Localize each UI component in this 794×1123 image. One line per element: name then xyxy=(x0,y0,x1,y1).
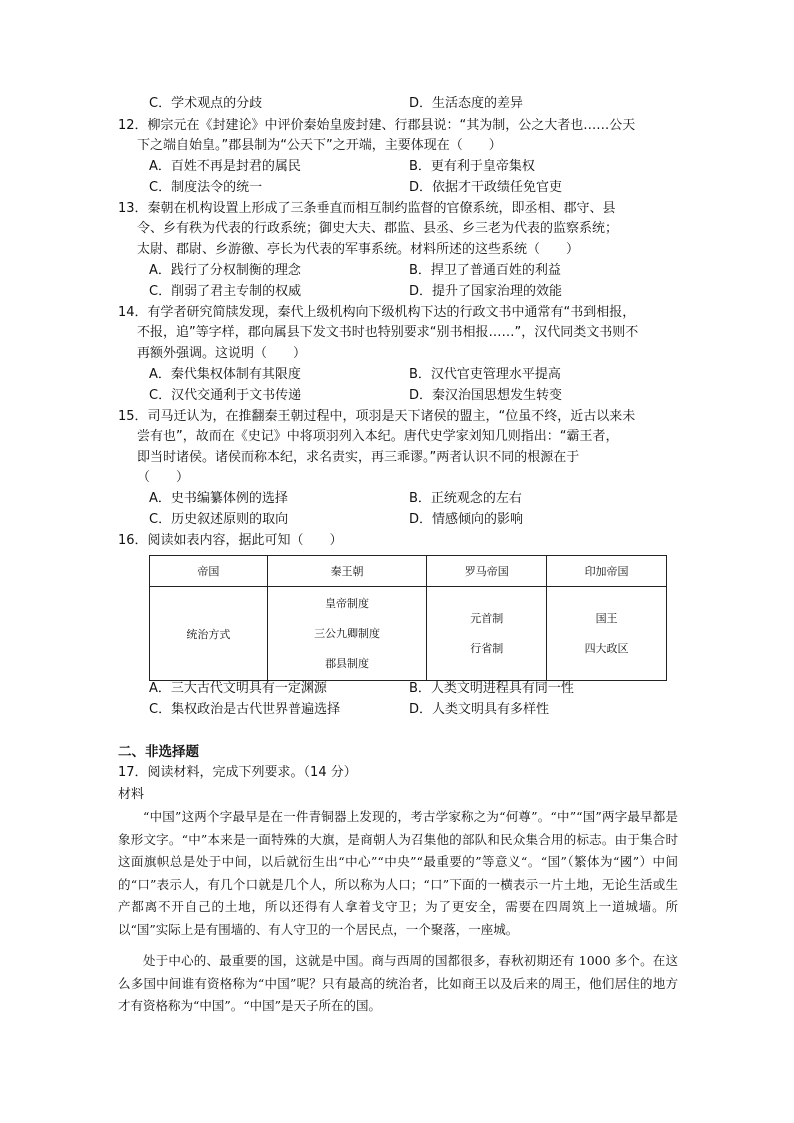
table-header-row xyxy=(150,556,667,587)
q14-option-a: A．秦代集权体制有其限度 xyxy=(149,367,301,382)
q15-option-d: D．情感倾向的影响 xyxy=(409,512,524,527)
q11-option-c: C．学术观点的分歧 xyxy=(149,96,263,111)
section-title: 二、非选择题 xyxy=(118,744,199,760)
material-paragraph: 处于中心的、最重要的国，这就是中国。商与西周的国都很多，春秋初期还有 1000 多个。在这么多国中间谁有资格称为“中国”呢？只有最高的统治者，比如商王以及后来的周王，他们居住的地方才有资格称为“中国”。“中国”是天子所在的国。 xyxy=(118,953,678,1013)
q12-stem-line2: 下之端自始皇。”郡县制为“公天下”之开端，主要体现在（ ） xyxy=(137,138,502,153)
material-paragraph: “中国”这两个字最早是在一件青铜器上发现的，考古学家称之为“何尊”。“中”“国”两字最早都是象形文字。“中”本来是一面特殊的大旗，是商朝人为召集他的部队和民众集合用的标志。由于集合时这面旗帜总是处于中间，以后就衍生出“中心”“中央”“最重要的”等意义“。“国”（繁体为“國”）中间的“口”表示人，有几个口就是几个人，所以称为人口；“口”下面的一横表示一片土地，无论生活或生产都离不开自己的土地，所以还得有人拿着戈守卫；为了更安全，需要在四周筑上一道城墙。所以“国”实际上是有围墙的、有人守卫的一个居民点，一个聚落，一座城。 xyxy=(118,809,678,937)
q13-option-a: A．践行了分权制衡的理念 xyxy=(149,263,301,278)
table-cell-text: 国王 xyxy=(595,611,618,625)
table-header-cell: 印加帝国 xyxy=(547,556,667,587)
table-header-cell: 帝国 xyxy=(150,556,268,587)
q11-option-d: D．生活态度的差异 xyxy=(409,96,524,111)
table-header-cell: 秦王朝 xyxy=(267,556,426,587)
empire-comparison-table xyxy=(149,555,667,681)
table-header-cell: 罗马帝国 xyxy=(427,556,547,587)
q12-option-a: A．百姓不再是封君的属民 xyxy=(149,159,301,174)
q16-option-a: A．三大古代文明具有一定渊源 xyxy=(149,681,327,696)
q15-stem-line2: 尝有也”，故而在《史记》中将项羽列入本纪。唐代史学家刘知几则指出：“霸王者， xyxy=(137,429,619,444)
q13-stem-line2: 令、乡有秩为代表的行政系统；御史大夫、郡监、县丞、乡三老为代表的监察系统； xyxy=(137,221,619,236)
q17-stem: 17．阅读材料，完成下列要求。（14 分） xyxy=(118,765,357,780)
table-cell-text: 郡县制度 xyxy=(325,656,370,670)
table-cell-text: 三公九卿制度 xyxy=(314,626,381,640)
table-row xyxy=(150,587,667,681)
q14-option-c: C．汉代交通利于文书传递 xyxy=(149,388,302,403)
q14-stem-line3: 再额外强调。这说明（ ） xyxy=(137,346,307,361)
q15-option-c: C．历史叙述原则的取向 xyxy=(149,512,289,527)
q14-stem-line2: 不报，追”等字样，郡向属县下发文书时也特别要求“别书相报……”，汉代同类文书则不 xyxy=(137,325,639,340)
q14-stem-line1: 14．有学者研究简牍发现，秦代上级机构向下级机构下达的行政文书中通常有“书到相报， xyxy=(118,305,636,320)
q13-option-d: D．提升了国家治理的效能 xyxy=(409,284,563,299)
q13-stem-line1: 13．秦朝在机构设置上形成了三条垂直而相互制约监督的官僚系统，即丞相、郡守、县 xyxy=(118,201,616,216)
table-cell-text: 四大政区 xyxy=(584,641,629,655)
q15-option-a: A．史书编纂体例的选择 xyxy=(149,491,288,506)
table-row-label: 统治方式 xyxy=(150,587,268,681)
q15-stem-line4: （ ） xyxy=(137,470,190,485)
material-label: 材料 xyxy=(118,787,145,802)
q15-stem-line3: 即当时诸侯。诸侯而称本纪，求名责实，再三乖谬。”两者认识不同的根源在于 xyxy=(137,450,580,465)
q13-stem-line3: 太尉、郡尉、乡游徼、亭长为代表的军事系统。材料所述的这些系统（ ） xyxy=(137,242,580,257)
table-cell-text: 皇帝制度 xyxy=(325,596,370,610)
q12-option-d: D．依据才干政绩任免官吏 xyxy=(409,180,563,195)
table-cell-text: 行省制 xyxy=(470,641,504,655)
table-cell-qin xyxy=(267,587,426,681)
q13-option-b: B．捍卫了普通百姓的利益 xyxy=(409,263,561,278)
q16-option-c: C．集权政治是古代世界普遍选择 xyxy=(149,702,341,717)
q16-option-d: D．人类文明具有多样性 xyxy=(409,702,550,717)
q15-option-b: B．正统观念的左右 xyxy=(409,491,522,506)
table-cell-text: 元首制 xyxy=(470,611,504,625)
q12-option-b: B．更有利于皇帝集权 xyxy=(409,159,535,174)
table-cell-rome xyxy=(427,587,547,681)
q13-option-c: C．削弱了君主专制的权威 xyxy=(149,284,302,299)
q14-option-b: B．汉代官吏管理水平提高 xyxy=(409,367,561,382)
table-cell-inca xyxy=(547,587,667,681)
q15-stem-line1: 15．司马迁认为，在推翻秦王朝过程中，项羽是天下诸侯的盟主，“位虽不终，近古以来未 xyxy=(118,409,636,424)
q12-option-c: C．制度法令的统一 xyxy=(149,180,263,195)
q14-option-d: D．秦汉治国思想发生转变 xyxy=(409,388,563,403)
q16-stem: 16．阅读如表内容，据此可知（ ） xyxy=(118,533,343,548)
q12-stem-line1: 12．柳宗元在《封建论》中评价秦始皇废封建、行郡县说：“其为制，公之大者也……公天 xyxy=(118,118,636,133)
q16-option-b: B．人类文明进程具有同一性 xyxy=(409,681,574,696)
